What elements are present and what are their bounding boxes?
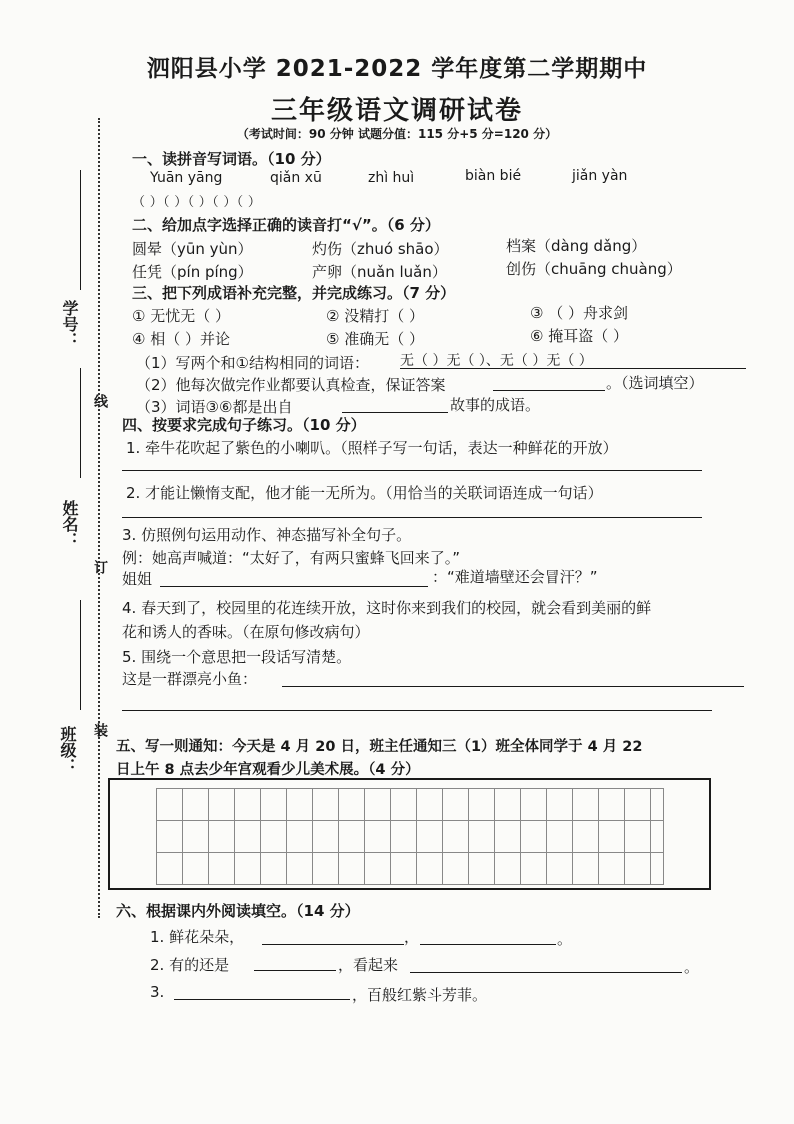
idiom-4[interactable]: ④ 相（ ）并论 — [132, 330, 230, 348]
reading-q1-end: 。 — [557, 930, 573, 948]
pinyin-4: biàn bié — [465, 168, 522, 184]
reading-q3-suffix: ，百般红紫斗芳菲。 — [352, 986, 488, 1004]
sentence-example: 例：她高声喊道：“太好了，有两只蜜蜂飞回来了。” — [122, 549, 461, 567]
sentence-q5: 5. 围绕一个意思把一段话写清楚。 — [122, 648, 352, 666]
reading-q1-prefix: 1. 鲜花朵朵， — [150, 928, 245, 946]
idiom-q1-underline — [400, 368, 746, 369]
idiom-q2-prompt: （2）他每次做完作业都要认真检查，保证答案 — [136, 376, 446, 394]
sister-suffix: ：“难道墙壁还会冒汗？” — [432, 568, 598, 586]
name-label: 姓名： — [60, 500, 79, 548]
section6-heading: 六、根据课内外阅读填空。（14 分） — [116, 902, 360, 920]
sentence-q2-answer-line[interactable] — [122, 517, 702, 518]
idiom-q3-prompt: （3）词语③⑥都是出自 — [136, 398, 293, 416]
reading-item-3[interactable]: 档案（dàng dǎng） — [506, 237, 647, 255]
idiom-q1-answer[interactable]: 无（ ）无（ ）、无（ ）无（ ） — [400, 353, 593, 369]
idiom-q3-answer-line[interactable] — [342, 412, 448, 413]
reading-q2-answer-line-2[interactable] — [410, 972, 682, 973]
idiom-q1-prompt: （1）写两个和①结构相同的词语： — [136, 354, 369, 372]
reading-q3-prefix: 3. — [150, 983, 165, 1001]
idiom-1[interactable]: ① 无忧无（ ） — [132, 307, 230, 325]
class-field[interactable] — [80, 600, 81, 710]
reading-q2-answer-line-1[interactable] — [254, 970, 336, 971]
reading-q1-answer-line-2[interactable] — [420, 944, 556, 945]
reading-item-1[interactable]: 圆晕（yūn yùn） — [132, 240, 253, 258]
idiom-q2-suffix: 。（选词填空） — [606, 374, 704, 392]
reading-item-2[interactable]: 灼伤（zhuó shāo） — [312, 240, 449, 258]
sentence-q1-answer-line[interactable] — [122, 470, 702, 471]
sentence-q1: 1. 牵牛花吹起了紫色的小喇叭。（照样子写一句话，表达一种鲜花的开放） — [126, 439, 618, 457]
reading-q1-answer-line-1[interactable] — [262, 944, 404, 945]
idiom-2[interactable]: ② 没精打（ ） — [326, 307, 424, 325]
pinyin-answer-brackets[interactable]: （ ）（ ）（ ）（ ）（ ） — [132, 195, 262, 210]
idiom-3[interactable]: ③ （ ）舟求剑 — [530, 304, 628, 322]
reading-q2-end: 。 — [684, 958, 700, 976]
notice-writing-box[interactable] — [108, 778, 711, 890]
sentence-q5-prompt: 这是一群漂亮小鱼： — [122, 670, 258, 688]
class-label: 班级： — [58, 726, 77, 774]
idiom-5[interactable]: ⑤ 准确无（ ） — [326, 330, 424, 348]
section4-heading: 四、按要求完成句子练习。（10 分） — [122, 416, 366, 434]
section5-heading-line1: 五、写一则通知：今天是 4 月 20 日，班主任通知三（1）班全体同学于 4 月 22 — [116, 739, 643, 755]
student-no-field[interactable] — [80, 170, 81, 290]
reading-q2-mid: ，看起来 — [338, 956, 399, 974]
exam-info: （考试时间：90 分钟 试题分值：115 分+5 分=120 分） — [236, 127, 558, 141]
reading-item-5[interactable]: 产卵（nuǎn luǎn） — [312, 263, 447, 281]
notice-writing-grid[interactable] — [156, 788, 664, 885]
pinyin-3: zhì huì — [368, 170, 415, 186]
sentence-q3: 3. 仿照例句运用动作、神态描写补全句子。 — [122, 526, 412, 544]
section2-heading: 二、给加点字选择正确的读音打“√”。（6 分） — [132, 216, 440, 234]
pinyin-5: jiǎn yàn — [572, 168, 628, 184]
sentence-q4-line2: 花和诱人的香味。（在原句修改病句） — [122, 623, 370, 641]
sentence-q2: 2. 才能让懒惰支配，他才能一无所为。（用恰当的关联词语连成一句话） — [126, 484, 603, 502]
bind-char: 装 — [92, 723, 108, 737]
reading-q2-prefix: 2. 有的还是 — [150, 956, 230, 974]
name-field[interactable] — [80, 368, 81, 478]
section3-heading: 三、把下列成语补充完整，并完成练习。（7 分） — [132, 284, 456, 302]
sister-answer-line[interactable] — [160, 586, 428, 587]
sentence-q4-line1: 4. 春天到了，校园里的花连续开放，这时你来到我们的校园，就会看到美丽的鲜 — [122, 599, 652, 617]
sister-prefix: 姐姐 — [122, 570, 153, 588]
idiom-6[interactable]: ⑥ 掩耳盗（ ） — [530, 327, 628, 345]
pinyin-2: qiǎn xū — [270, 170, 322, 186]
line-char: 线 — [92, 394, 108, 408]
idiom-q2-answer-line[interactable] — [493, 390, 605, 391]
idiom-q3-suffix: 故事的成语。 — [450, 396, 541, 414]
reading-item-6[interactable]: 创伤（chuāng chuàng） — [506, 260, 682, 278]
exam-subtitle: 三年级语文调研试卷 — [270, 96, 523, 126]
sentence-q5-answer-line-1[interactable] — [282, 686, 744, 687]
reading-q1-comma: ， — [404, 928, 420, 946]
sentence-q5-answer-line-2[interactable] — [122, 710, 712, 711]
student-no-label: 学号： — [60, 300, 79, 348]
section5-heading-line2: 日上午 8 点去少年宫观看少儿美术展。（4 分） — [116, 762, 420, 778]
section1-heading: 一、读拼音写词语。（10 分） — [132, 150, 331, 168]
order-char: 订 — [92, 560, 108, 574]
pinyin-1: Yuān yāng — [150, 170, 223, 186]
binding-dotted-line — [98, 118, 100, 918]
exam-title: 泗阳县小学 2021-2022 学年度第二学期期中 — [146, 56, 648, 82]
reading-item-4[interactable]: 任凭（pín píng） — [132, 263, 253, 281]
reading-q3-answer-line[interactable] — [174, 999, 350, 1000]
